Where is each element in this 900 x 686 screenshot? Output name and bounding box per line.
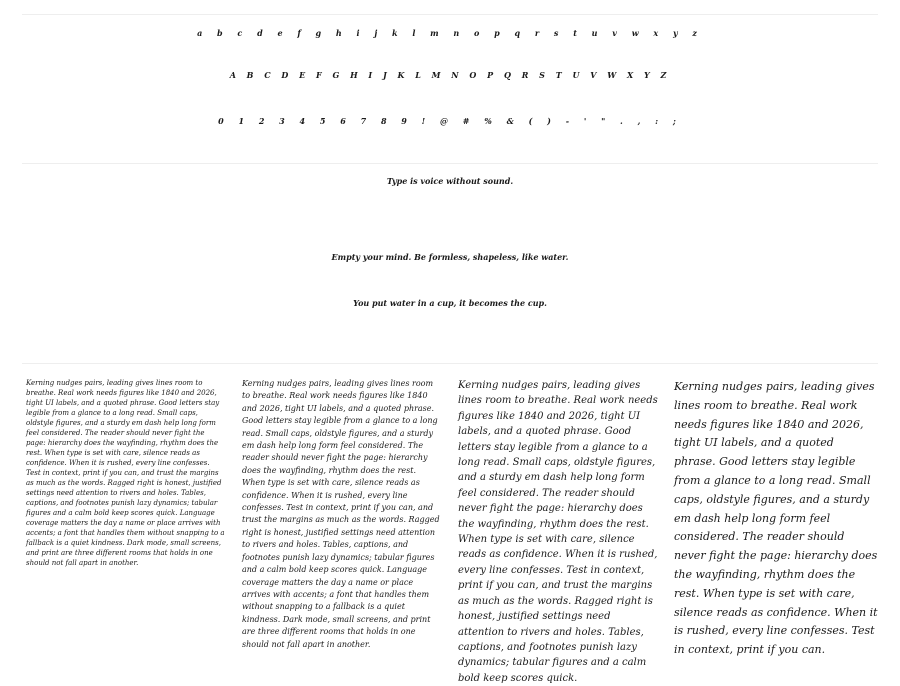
top-rule [22,14,878,15]
text-block-small: Kerning nudges pairs, leading gives lines room to breathe. Real work needs figures like 1840 and 2026, tight UI labels, and a quoted phrase. Good letters stay legible from a glance to a long read. Small caps, oldstyle figures, and a sturdy em dash help long form feel considered. The reader should never fight the page: hierarchy does the wayfinding, rhythm does the rest. When type is set with care, silence reads as confidence. When it is rushed, every line confesses. Test in context, print if you can, and trust the margins as much as the words. Ragged right is honest, justified settings need attention to rivers and holes. Tables, captions, and footnotes punish lazy dynamics; tabular figures and a calm bold keep scores quick. Language coverage matters the day a name or place arrives with accents; a font that handles them without snapping to a fallback is a quiet kindness. Dark mode, small screens, and print are three different rooms that holds in one should not fall apart in another. [242,379,440,649]
section-divider-1 [22,163,878,164]
text-block-smallest: Kerning nudges pairs, leading gives lines room to breathe. Real work needs figures like 1840 and 2026, tight UI labels, and a quoted phrase. Good letters stay legible from a glance to a long read. Small caps, oldstyle figures, and a sturdy em dash help long form feel considered. The reader should never fight the page: hierarchy does the wayfinding, rhythm does the rest. When type is set with care, silence reads as confidence. When it is rushed, every line confesses. Test in context, print if you can, and trust the margins as much as the words. Ragged right is honest, justified settings need attention to rivers and holes. Tables, captions, and footnotes punish lazy dynamics; tabular figures and a calm bold keep scores quick. Language coverage matters the day a name or place arrives with accents; a font that handles them without snapping to a fallback is a quiet kindness. Dark mode, small screens, and print are three different rooms that holds in one should not fall apart in another. [26,379,225,567]
headline-medium: Empty your mind. Be formless, shapeless, like water. [331,252,569,262]
numerals-punctuation: 0 1 2 3 4 5 6 7 8 9 ! @ # % & ( ) - ' " . , : ; [218,116,682,126]
text-block-large: Kerning nudges pairs, leading gives lines room to breathe. Real work needs figures like 1840 and 2026, tight UI labels, and a quoted phrase. Good letters stay legible from a glance to a long read. Small caps, oldstyle figures, and a sturdy em dash help long form feel considered. The reader should never fight the page: hierarchy does the wayfinding, rhythm does the rest. When type is set with care, silence reads as confidence. When it is rushed, every line confesses. Test in context, print if you can. [674,380,878,657]
text-block-medium: Kerning nudges pairs, leading gives lines room to breathe. Real work needs figures like 1840 and 2026, tight UI labels, and a quoted phrase. Good letters stay legible from a glance to a long read. Small caps, oldstyle figures, and a sturdy em dash help long form feel considered. The reader should never fight the page: hierarchy does the wayfinding, rhythm does the rest. When type is set with care, silence reads as confidence. When it is rushed, every line confesses. Test in context, print if you can, and trust the margins as much as the words. Ragged right is honest, justified settings need attention to rivers and holes. Tables, captions, and footnotes punish lazy dynamics; tabular figures and a calm bold keep scores quick. [458,380,658,684]
section-divider-2 [22,363,878,364]
headline-medium-2: You put water in a cup, it becomes the cup. [353,298,547,308]
lowercase-alphabet: a b c d e f g h i j k l m n o p q r s t u v w x y z [197,28,703,38]
headline-large: Type is voice without sound. [386,176,514,186]
uppercase-alphabet: A B C D E F G H I J K L M N O P Q R S T U V W X Y Z [229,70,671,80]
